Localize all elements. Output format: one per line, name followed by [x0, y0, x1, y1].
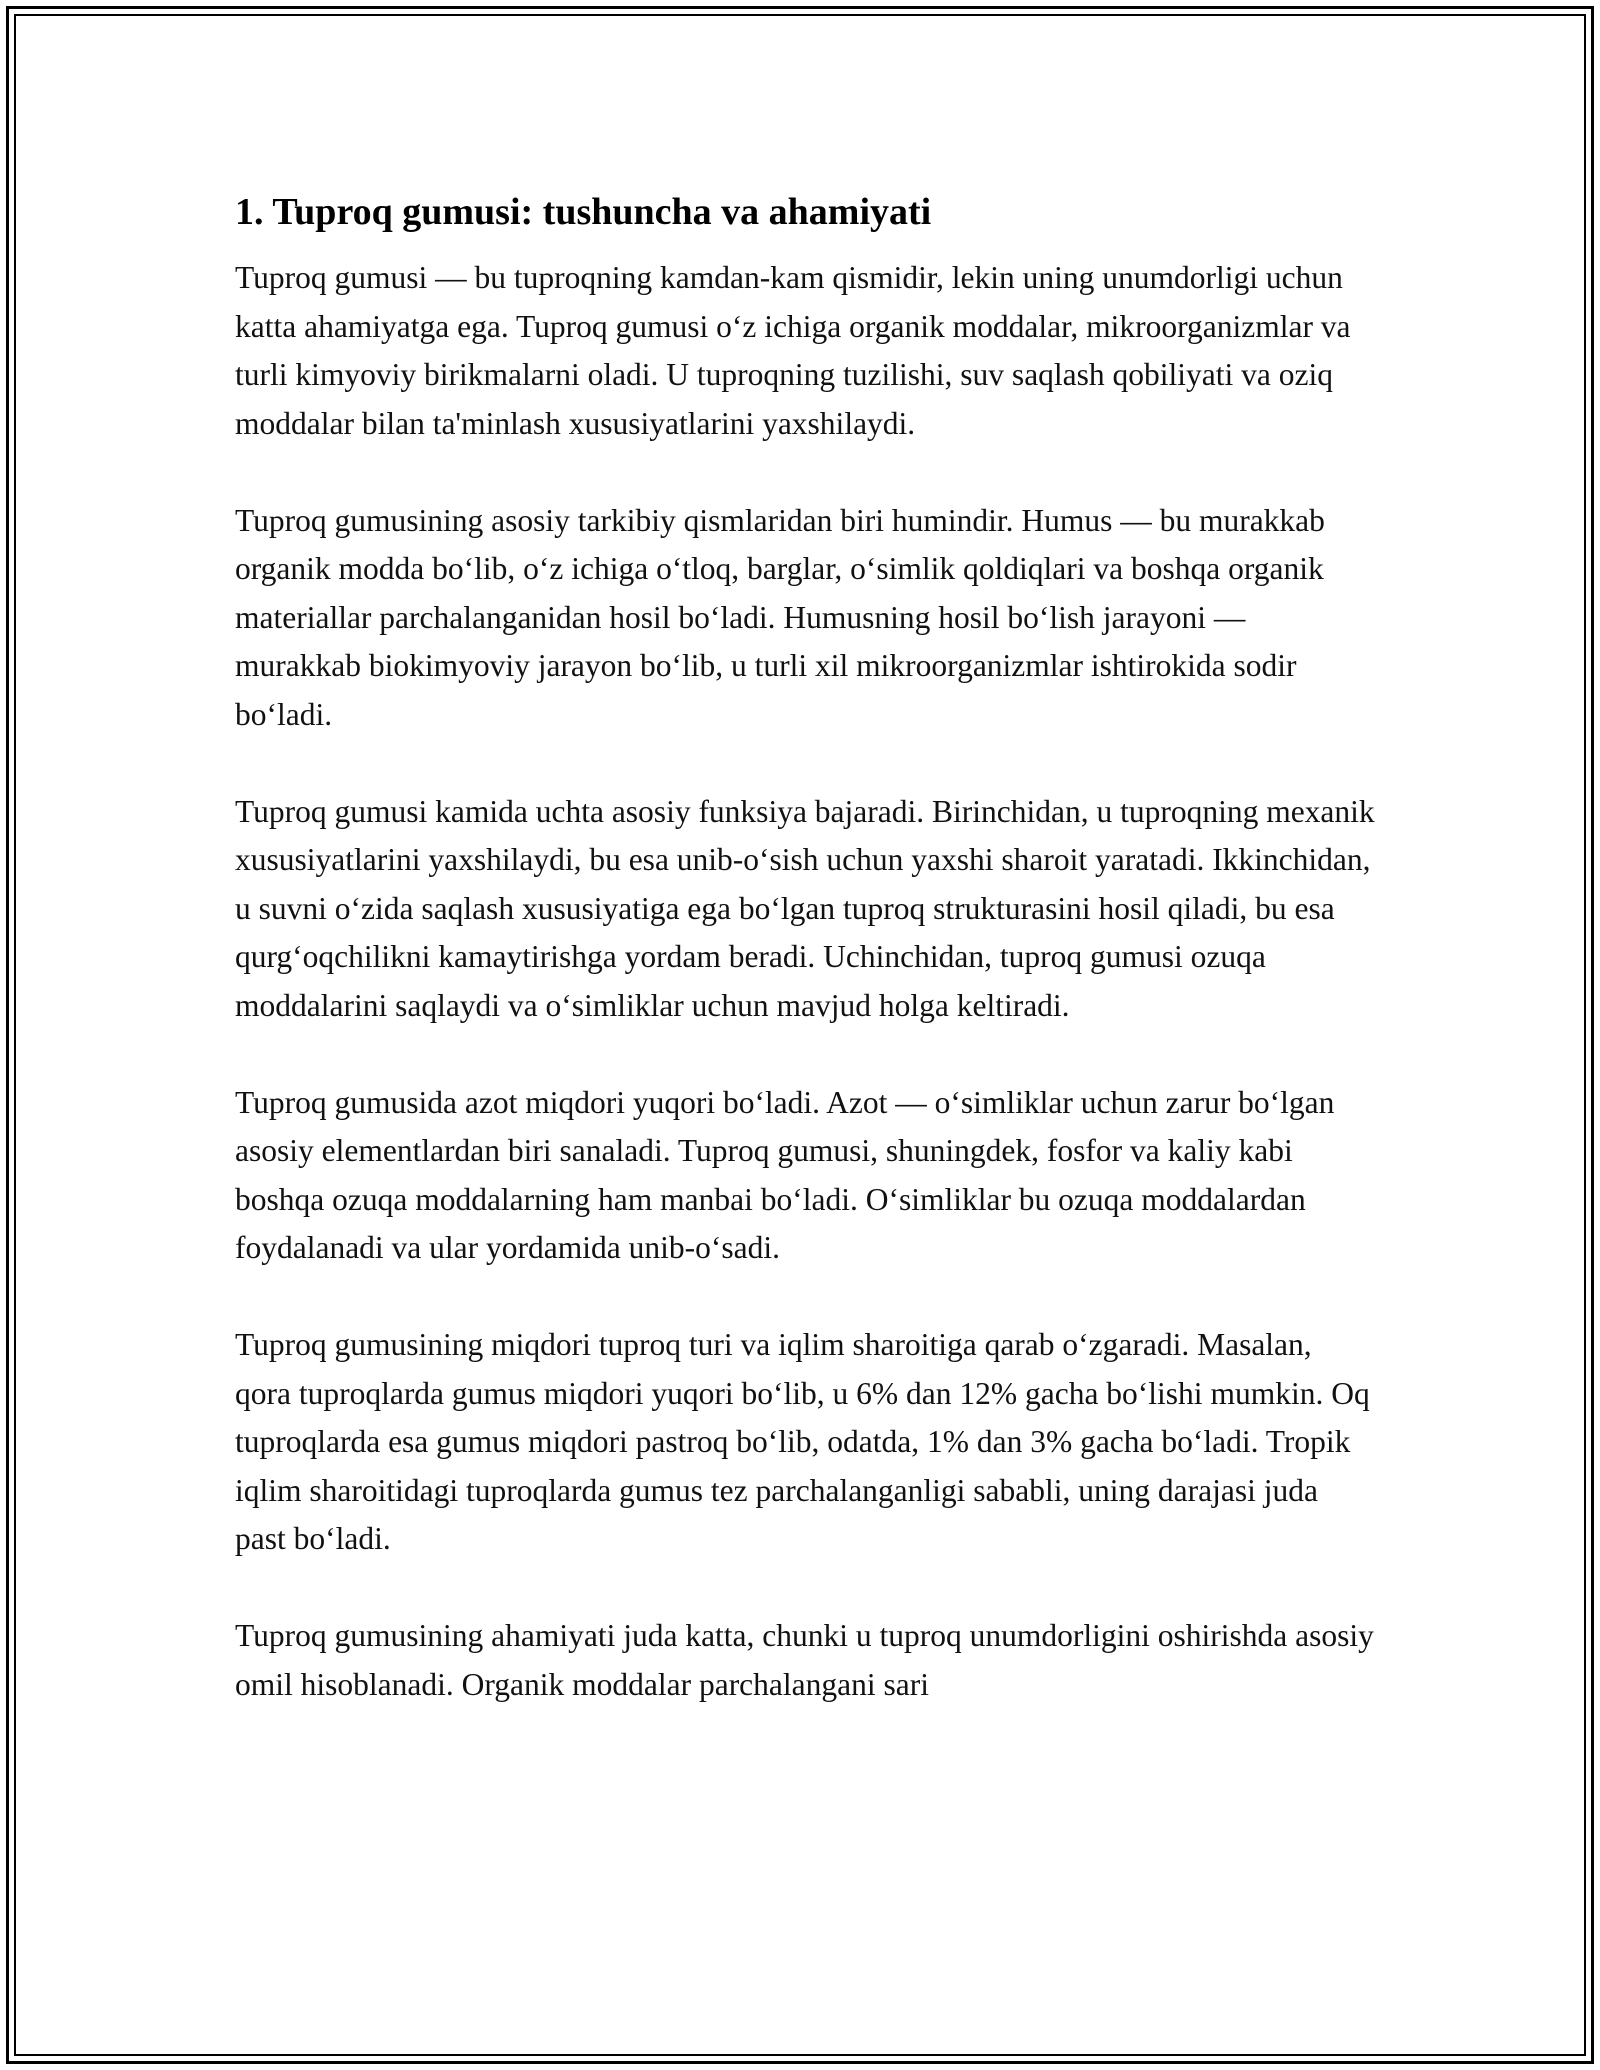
paragraph-4: Tuproq gumusida azot miqdori yuqori bo‘ladi. Azot — o‘simliklar uchun zarur bo‘lgan asosiy elementlardan biri sanaladi. Tuproq gumusi, shuningdek, fosfor va kaliy kabi boshqa ozuqa moddalarning ham manbai bo‘ladi. O‘simliklar bu ozuqa moddalardan foydalanadi va ular yordamida unib-o‘sadi. [235, 1084, 1335, 1265]
document-body [235, 188, 1375, 1758]
paragraph-6: Tuproq gumusining ahamiyati juda katta, chunki u tuproq unumdorligini oshirishda asosiy omil hisoblanadi. Organik moddalar parchalangani sari [235, 1618, 1374, 1702]
paragraph-1: Tuproq gumusi — bu tuproqning kamdan-kam qismidir, lekin uning unumdorligi uchun katta ahamiyatga ega. Tuproq gumusi o‘z ichiga organik moddalar, mikroorganizmlar va turli kimyoviy birikmalarni oladi. U tuproqning tuzilishi, suv saqlash qobiliyati va oziq moddalar bilan ta'minlash xususiyatlarini yaxshilaydi. [235, 260, 1351, 441]
section-title: 1. Tuproq gumusi: tushuncha va ahamiyati [235, 191, 932, 233]
paragraph-3: Tuproq gumusi kamida uchta asosiy funksiya bajaradi. Birinchidan, u tuproqning mexanik xususiyatlarini yaxshilaydi, bu esa unib-o‘sish uchun yaxshi sharoit yaratadi. Ikkinchidan, u suvni o‘zida saqlash xususiyatiga ega bo‘lgan tuproq strukturasini hosil qiladi, bu esa qurg‘oqchilikni kamaytirishga yordam beradi. Uchinchidan, tuproq gumusi ozuqa moddalarini saqlaydi va o‘simliklar uchun mavjud holga keltiradi. [235, 793, 1375, 1023]
paragraph-2: Tuproq gumusining asosiy tarkibiy qismlaridan biri humindir. Humus — bu murakkab organik modda bo‘lib, o‘z ichiga o‘tloq, barglar, o‘simlik qoldiqlari va boshqa organik materiallar parchalanganidan hosil bo‘ladi. Humusning hosil bo‘lish jarayoni — murakkab biokimyoviy jarayon bo‘lib, u turli xil mikroorganizmlar ishtirokida sodir bo‘ladi. [235, 502, 1325, 732]
paragraph-5: Tuproq gumusining miqdori tuproq turi va iqlim sharoitiga qarab o‘zgaradi. Masalan, qora tuproqlarda gumus miqdori yuqori bo‘lib, u 6% dan 12% gacha bo‘lishi mumkin. Oq tuproqlarda esa gumus miqdori pastroq bo‘lib, odatda, 1% dan 3% gacha bo‘ladi. Tropik iqlim sharoitidagi tuproqlarda gumus tez parchalanganligi sababli, uning darajasi juda past bo‘ladi. [235, 1327, 1370, 1556]
